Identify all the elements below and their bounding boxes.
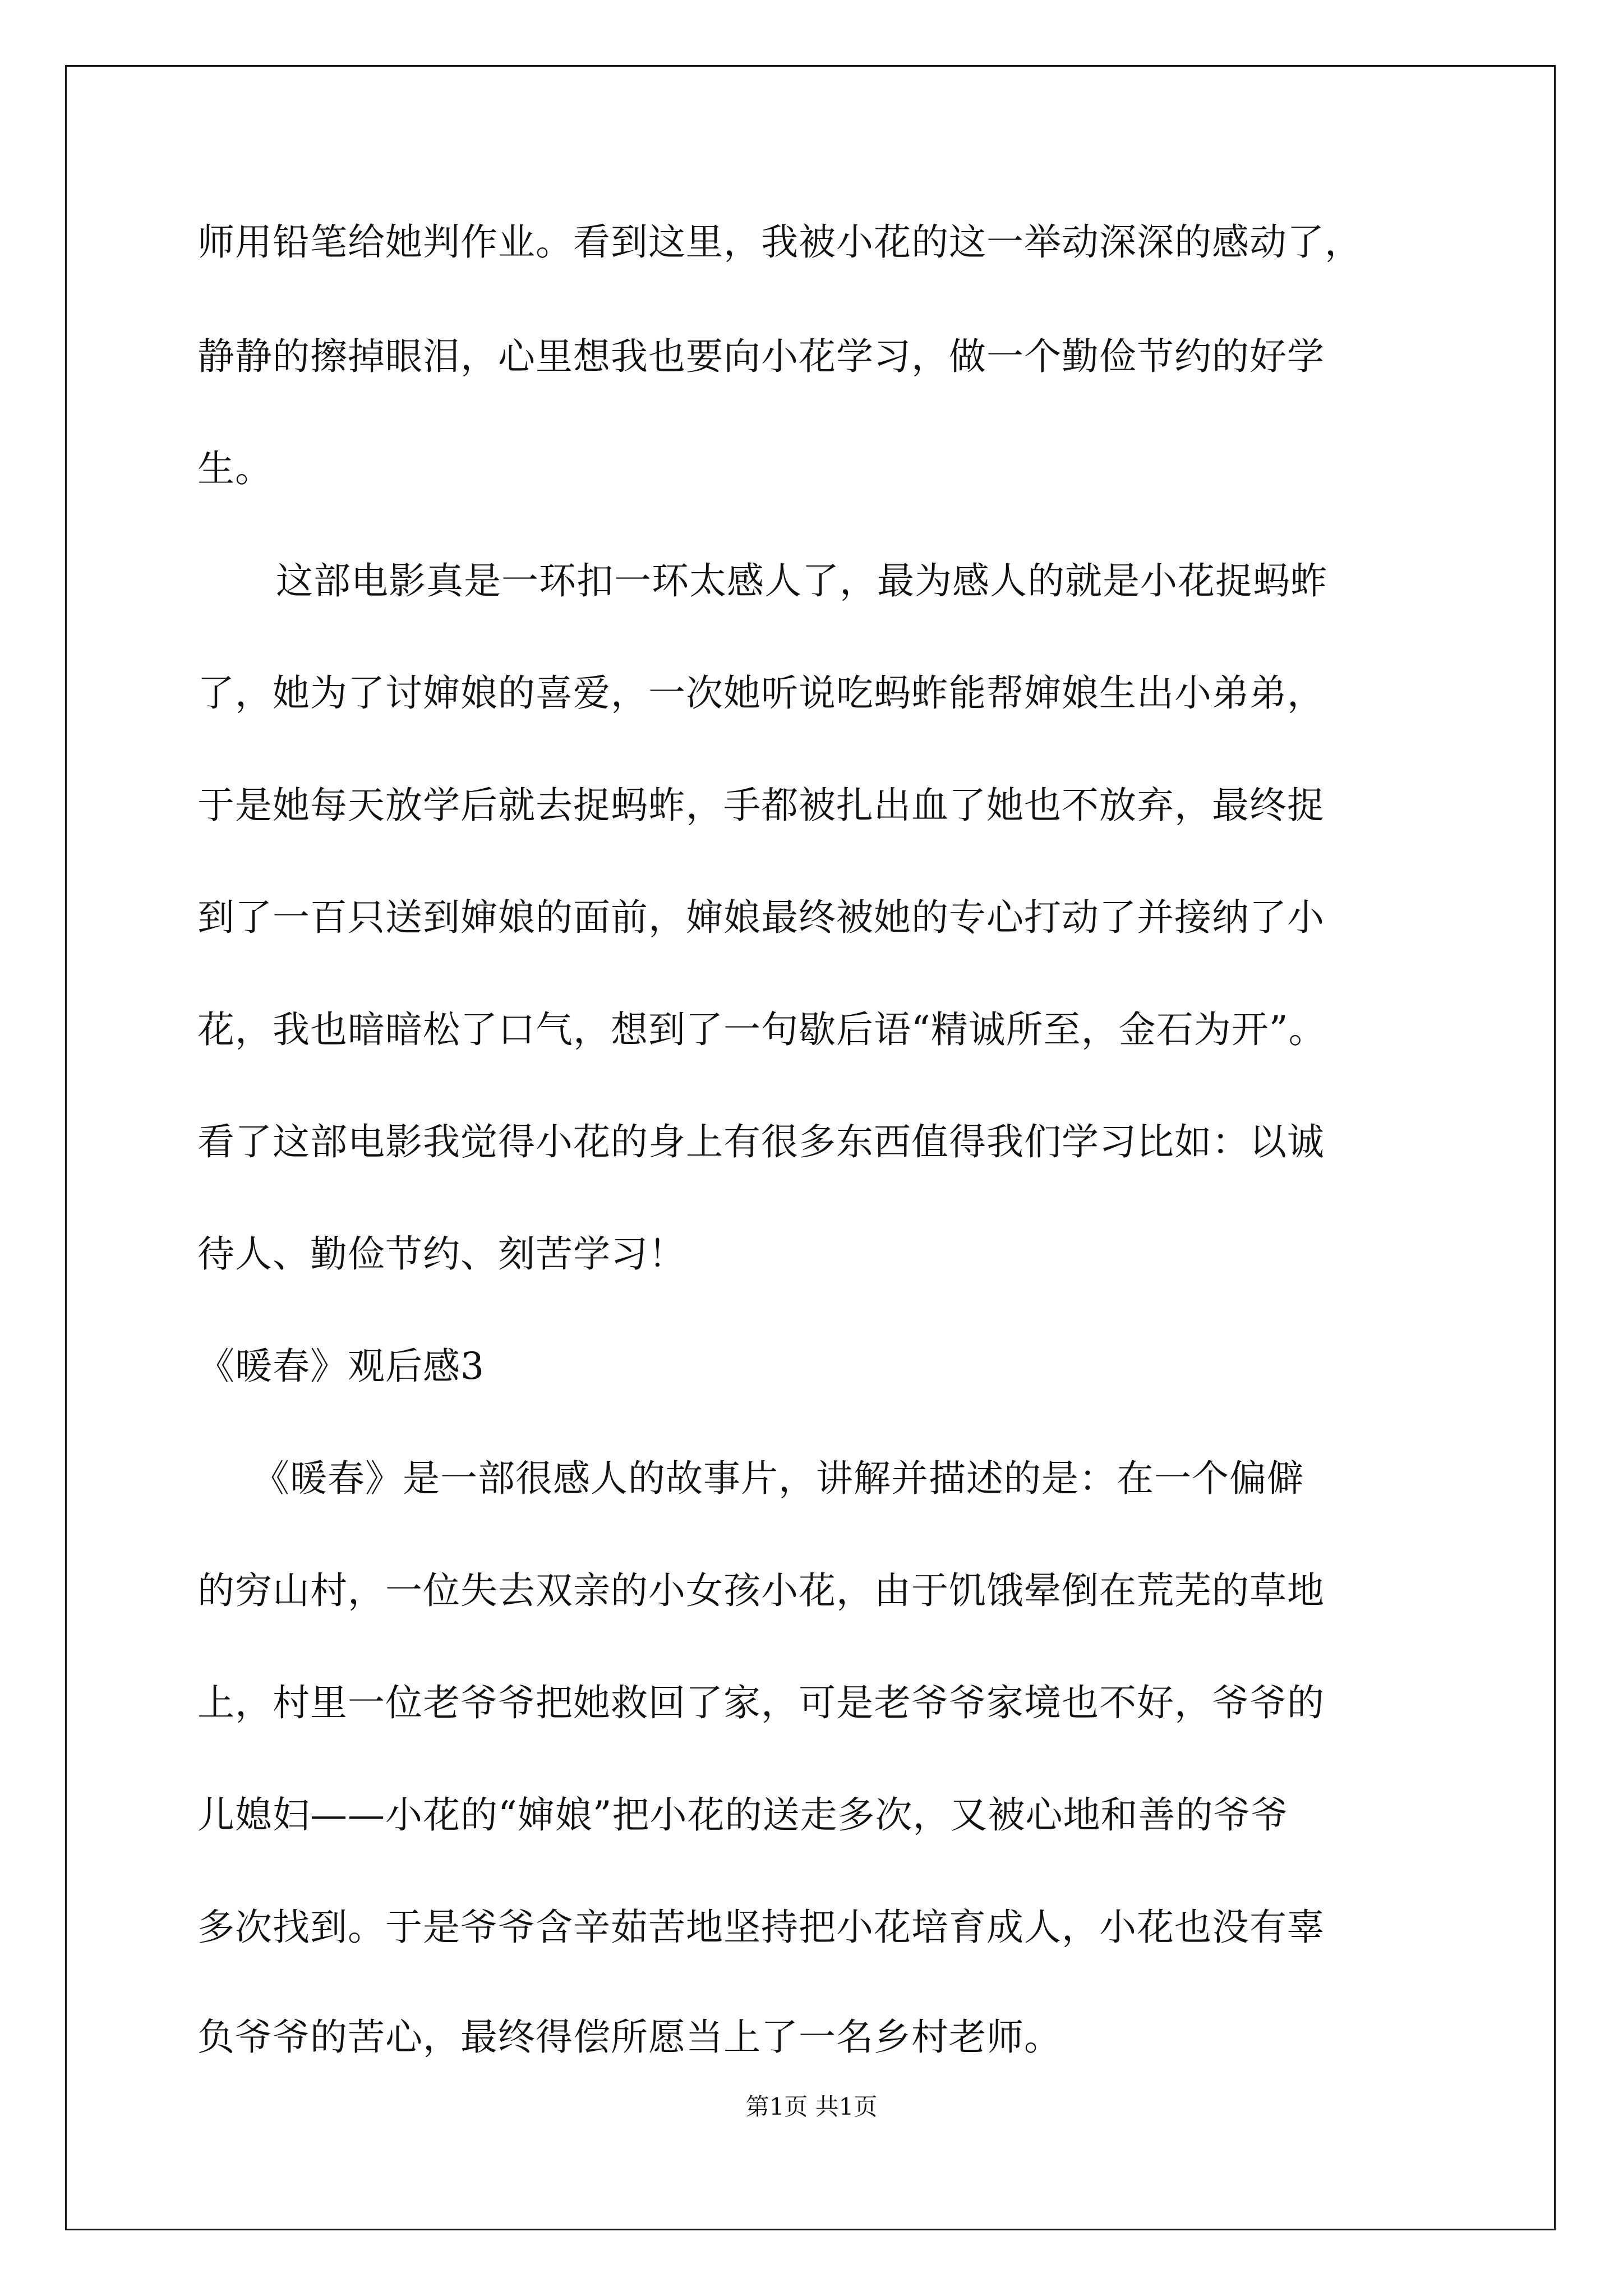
text-line-8: 花，我也暗暗松了口气，想到了一句歇后语“精诚所至，金石为开”。: [197, 1008, 1326, 1051]
text-line-10: 待人、勤俭节约、刻苦学习！: [197, 1232, 686, 1276]
text-line-3: 生。: [197, 447, 273, 490]
text-line-2: 静静的擦掉眼泪，心里想我也要向小花学习，做一个勤俭节约的好学: [197, 335, 1325, 378]
text-line-6: 于是她每天放学后就去捉蚂蚱，手都被扎出血了她也不放弃，最终捉: [197, 784, 1325, 827]
text-line-13: 的穷山村，一位失去双亲的小女孩小花，由于饥饿晕倒在荒芜的草地: [197, 1569, 1325, 1612]
paragraph-indent-line-2: 《暖春》是一部很感人的故事片，讲解并描述的是：在一个偏僻: [252, 1457, 1304, 1500]
text-line-9: 看了这部电影我觉得小花的身上有很多东西值得我们学习比如：以诚: [197, 1120, 1325, 1163]
text-line-5: 了，她为了讨婶娘的喜爱，一次她听说吃蚂蚱能帮婶娘生出小弟弟，: [197, 671, 1325, 715]
text-line-17: 负爷爷的苦心，最终得偿所愿当上了一名乡村老师。: [197, 2016, 1062, 2059]
text-line-1: 师用铅笔给她判作业。看到这里，我被小花的这一举动深深的感动了，: [197, 220, 1362, 264]
paragraph-indent-line-1: 这部电影真是一环扣一环太感人了，最为感人的就是小花捉蚂蚱: [276, 559, 1328, 602]
text-line-15: 儿媳妇——小花的“婶娘”把小花的送走多次，又被心地和善的爷爷: [197, 1793, 1289, 1837]
page-footer: 第1页 共1页: [745, 2093, 878, 2120]
text-line-7: 到了一百只送到婶娘的面前，婶娘最终被她的专心打动了并接纳了小: [197, 896, 1325, 939]
text-line-16: 多次找到。于是爷爷含辛茹苦地坚持把小花培育成人，小花也没有辜: [197, 1906, 1325, 1949]
text-line-14: 上，村里一位老爷爷把她救回了家，可是老爷爷家境也不好，爷爷的: [197, 1681, 1325, 1724]
section-heading: 《暖春》观后感3: [197, 1345, 485, 1388]
